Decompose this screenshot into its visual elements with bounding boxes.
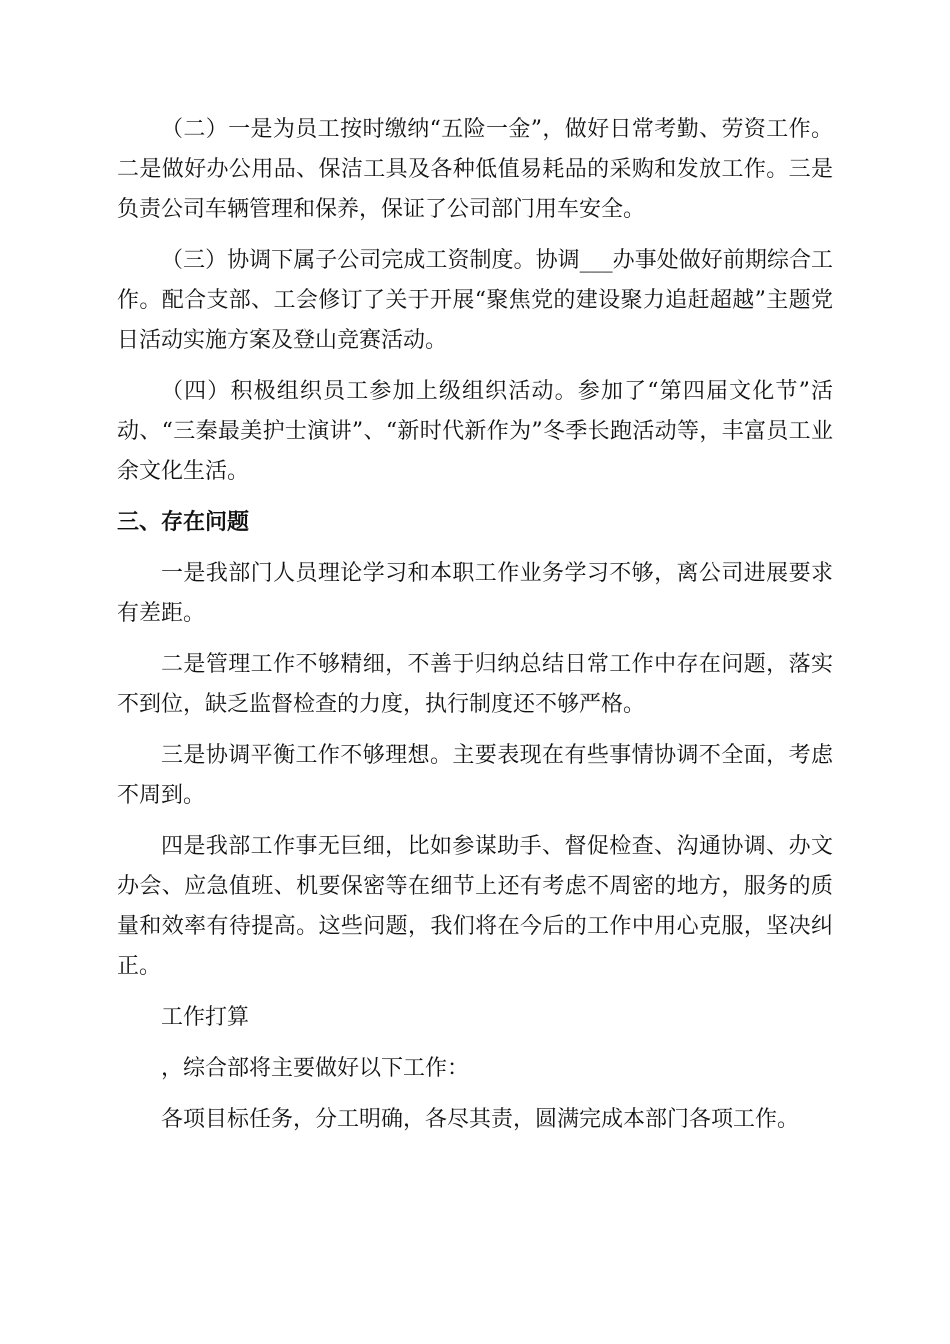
plan-item: 各项目标任务，分工明确，各尽其责，圆满完成本部门各项工作。 [161,1107,800,1132]
document-body [117,110,833,1151]
problem-paragraph-2: 二是管理工作不够精细，不善于归纳总结日常工作中存在问题，落实不到位，缺乏监督检查的力度，执行制度还不够严格。 [117,652,833,717]
problem-paragraph-4: 四是我部工作事无巨细，比如参谋助手、督促检查、沟通协调、办文办会、应急值班、机要保密等在细节上还有考虑不周密的地方，服务的质量和效率有待提高。这些问题，我们将在今后的工作中用心克服，坚决纠正。 [117,834,833,979]
plan-title: 工作打算 [161,1005,250,1030]
paragraph-item-3: （三）协调下属子公司完成工资制度。协调___办事处做好前期综合工作。配合支部、工会修订了关于开展“聚焦党的建设聚力追赶超越”主题党日活动实施方案及登山竞赛活动。 [117,248,833,353]
problem-paragraph-1: 一是我部门人员理论学习和本职工作业务学习不够，离公司进展要求有差距。 [117,561,833,626]
paragraph-item-2: （二）一是为员工按时缴纳“五险一金”，做好日常考勤、劳资工作。二是做好办公用品、保洁工具及各种低值易耗品的采购和发放工作。三是负责公司车辆管理和保养，保证了公司部门用车安全。 [117,117,833,222]
section-heading-problems: 三、存在问题 [117,510,250,535]
problem-paragraph-3: 三是协调平衡工作不够理想。主要表现在有些事情协调不全面，考虑不周到。 [117,743,833,808]
paragraph-item-4: （四）积极组织员工参加上级组织活动。参加了“第四届文化节”活动、“三秦最美护士演讲”、“新时代新作为”冬季长跑活动等，丰富员工业余文化生活。 [117,379,833,484]
plan-intro: ，综合部将主要做好以下工作： [161,1056,470,1081]
